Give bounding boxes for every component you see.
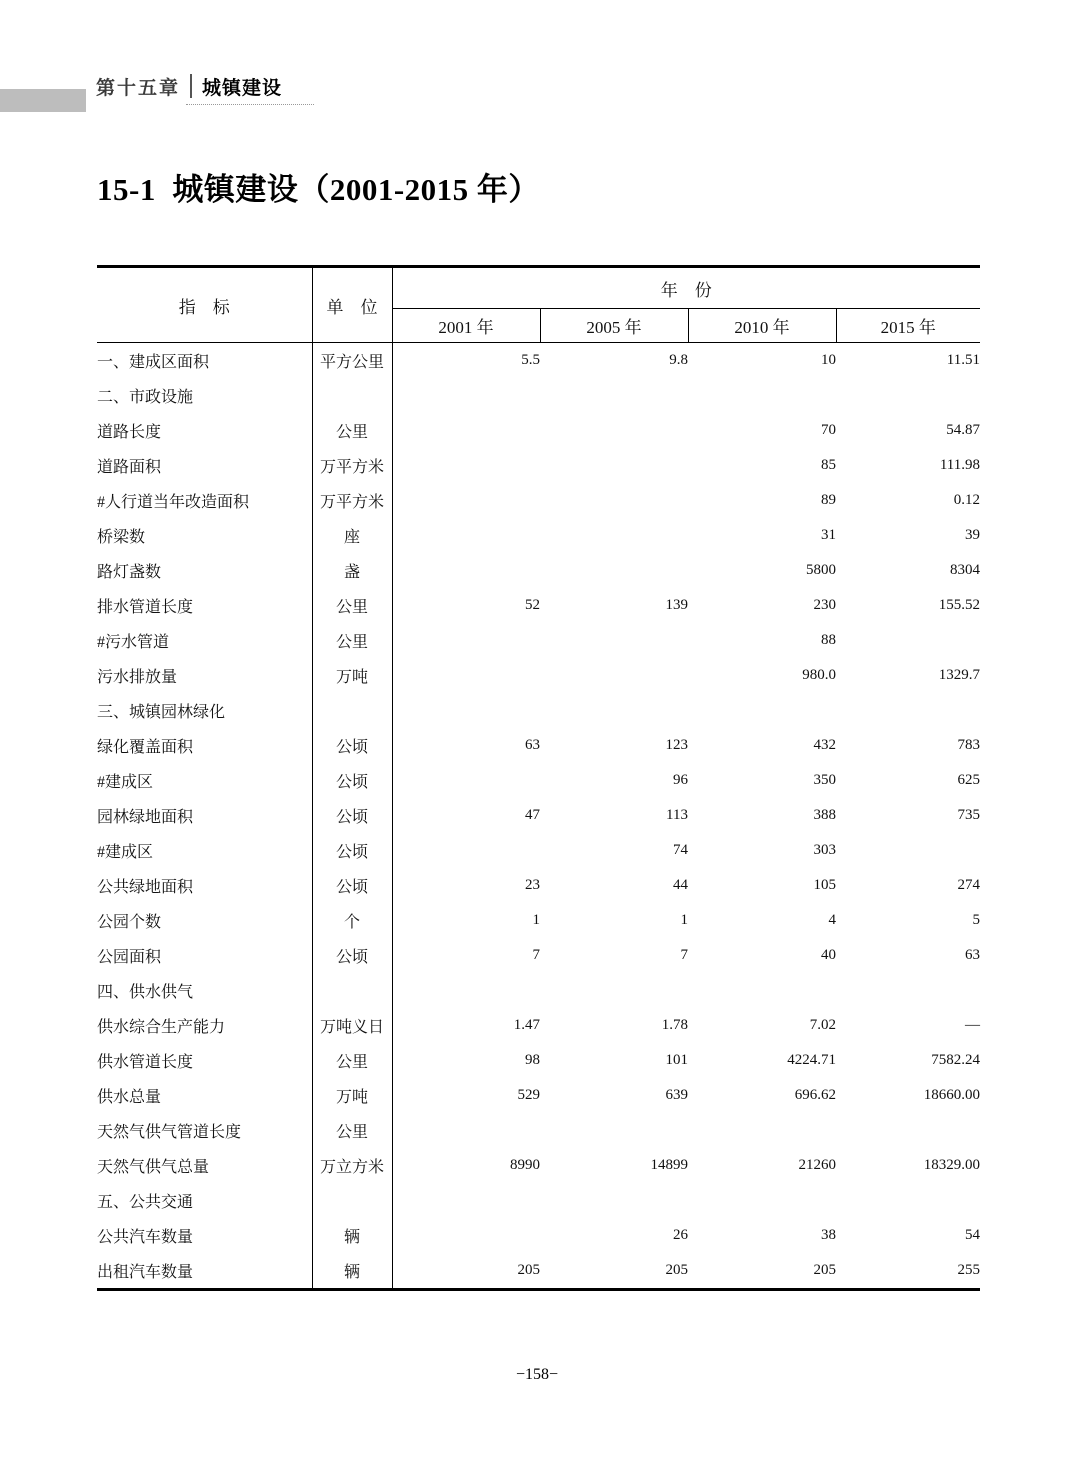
indicator-cell: #建成区 (97, 763, 312, 798)
table-row (97, 1218, 980, 1253)
value-cell: 31 (821, 527, 836, 543)
value-cell: 88 (821, 632, 836, 648)
unit-cell: 公顷 (312, 938, 392, 973)
unit-cell: 辆 (312, 1218, 392, 1253)
header-year-2015: 2015 年 (836, 309, 980, 343)
value-cell: 1.47 (513, 1017, 540, 1033)
value-cell: 625 (957, 772, 980, 788)
table-row (97, 343, 980, 379)
value-cell (836, 623, 980, 658)
value-cell: 63 (525, 737, 540, 753)
value-cell (392, 448, 540, 483)
indicator-cell: 公园面积 (97, 938, 312, 973)
table-row (97, 1113, 980, 1148)
table-row (97, 413, 980, 448)
value-cell: 139 (665, 597, 688, 613)
indicator-cell: 公共汽车数量 (97, 1218, 312, 1253)
value-cell: 350 (813, 772, 836, 788)
value-cell (540, 518, 688, 553)
indicator-cell: 天然气供气管道长度 (97, 1113, 312, 1148)
value-cell: — (965, 1017, 980, 1033)
indicator-cell: 排水管道长度 (97, 588, 312, 623)
value-cell (836, 378, 980, 413)
chapter-title: 城镇建设 (202, 77, 283, 99)
table-row (97, 483, 980, 518)
value-cell (392, 378, 540, 413)
value-cell: 96 (673, 772, 688, 788)
indicator-cell: 道路长度 (97, 413, 312, 448)
header-year-group: 年 份 (392, 267, 980, 309)
unit-cell: 公顷 (312, 868, 392, 903)
table-row (97, 1008, 980, 1043)
value-cell: 44 (673, 877, 688, 893)
unit-cell: 公里 (312, 588, 392, 623)
indicator-cell: 绿化覆盖面积 (97, 728, 312, 763)
value-cell (392, 1218, 540, 1253)
value-cell: 5 (972, 912, 980, 928)
value-cell: 5800 (806, 562, 836, 578)
value-cell: 98 (525, 1052, 540, 1068)
indicator-cell: 园林绿地面积 (97, 798, 312, 833)
table-row (97, 693, 980, 728)
unit-cell (312, 1183, 392, 1218)
header-year-2005: 2005 年 (540, 309, 688, 343)
indicator-cell: 供水总量 (97, 1078, 312, 1113)
header-year-2010: 2010 年 (688, 309, 836, 343)
value-cell: 8304 (950, 562, 980, 578)
value-cell: 113 (666, 807, 688, 823)
margin-gray-bar (0, 89, 86, 112)
unit-cell: 公里 (312, 623, 392, 658)
value-cell: 255 (957, 1262, 980, 1278)
table-row (97, 448, 980, 483)
value-cell: 105 (813, 877, 836, 893)
value-cell: 4224.71 (787, 1052, 836, 1068)
unit-cell: 万吨义日 (312, 1008, 392, 1043)
value-cell: 1.78 (661, 1017, 688, 1033)
value-cell: 7 (532, 947, 540, 963)
header-unit: 单 位 (312, 267, 392, 343)
value-cell: 101 (665, 1052, 688, 1068)
unit-cell: 公顷 (312, 728, 392, 763)
header-year-2001: 2001 年 (392, 309, 540, 343)
unit-cell: 万吨 (312, 658, 392, 693)
value-cell: 1 (532, 912, 540, 928)
value-cell (540, 378, 688, 413)
value-cell (540, 693, 688, 728)
chapter-number-badge: 第十五章 (96, 77, 181, 99)
header-indicator: 指 标 (97, 267, 312, 343)
value-cell: 11.51 (946, 352, 980, 368)
value-cell (540, 483, 688, 518)
table-row (97, 378, 980, 413)
table-row (97, 763, 980, 798)
value-cell (392, 658, 540, 693)
value-cell (392, 693, 540, 728)
table-row (97, 728, 980, 763)
value-cell (392, 1183, 540, 1218)
value-cell: 54 (965, 1227, 980, 1243)
value-cell (688, 1183, 836, 1218)
value-cell (392, 623, 540, 658)
value-cell: 85 (821, 457, 836, 473)
value-cell (836, 1113, 980, 1148)
value-cell (540, 413, 688, 448)
unit-cell: 平方公里 (312, 343, 392, 379)
table-row (97, 623, 980, 658)
value-cell: 47 (525, 807, 540, 823)
value-cell: 205 (813, 1262, 836, 1278)
table-row (97, 833, 980, 868)
table-title: 15-1 城镇建设（2001-2015 年） (97, 172, 540, 207)
table-row (97, 1043, 980, 1078)
value-cell (540, 1113, 688, 1148)
value-cell (688, 378, 836, 413)
indicator-cell: 三、城镇园林绿化 (97, 693, 312, 728)
table-row (97, 1183, 980, 1218)
unit-cell: 公里 (312, 1113, 392, 1148)
value-cell: 639 (665, 1087, 688, 1103)
value-cell: 432 (813, 737, 836, 753)
value-cell: 1 (680, 912, 688, 928)
value-cell: 4 (828, 912, 836, 928)
value-cell: 52 (525, 597, 540, 613)
value-cell: 23 (525, 877, 540, 893)
unit-cell: 万平方米 (312, 448, 392, 483)
value-cell: 303 (813, 842, 836, 858)
table-row (97, 938, 980, 973)
table-row (97, 798, 980, 833)
value-cell: 123 (665, 737, 688, 753)
header-row-1 (97, 267, 980, 309)
table-row (97, 1078, 980, 1113)
unit-cell: 辆 (312, 1253, 392, 1290)
value-cell (688, 693, 836, 728)
table-row (97, 588, 980, 623)
table-row (97, 903, 980, 938)
value-cell (540, 1183, 688, 1218)
table-row (97, 973, 980, 1008)
unit-cell (312, 973, 392, 1008)
indicator-cell: 出租汽车数量 (97, 1253, 312, 1290)
value-cell (392, 413, 540, 448)
unit-cell: 公顷 (312, 798, 392, 833)
value-cell (392, 1113, 540, 1148)
value-cell: 9.8 (669, 352, 688, 368)
value-cell: 696.62 (794, 1087, 836, 1103)
value-cell (540, 623, 688, 658)
value-cell: 63 (965, 947, 980, 963)
value-cell (540, 553, 688, 588)
value-cell: 74 (673, 842, 688, 858)
value-cell: 10 (821, 352, 836, 368)
table-header (97, 267, 980, 343)
unit-cell (312, 378, 392, 413)
value-cell: 783 (957, 737, 980, 753)
value-cell: 7582.24 (931, 1052, 980, 1068)
value-cell: 70 (821, 422, 836, 438)
page-number: −158− (515, 1366, 559, 1383)
value-cell: 5.5 (521, 352, 540, 368)
indicator-cell: 一、建成区面积 (97, 343, 312, 379)
value-cell: 155.52 (938, 597, 980, 613)
value-cell: 388 (813, 807, 836, 823)
value-cell: 21260 (798, 1157, 836, 1173)
value-cell (836, 833, 980, 868)
table-row (97, 658, 980, 693)
indicator-cell: 公园个数 (97, 903, 312, 938)
unit-cell: 座 (312, 518, 392, 553)
indicator-cell: #污水管道 (97, 623, 312, 658)
value-cell: 26 (673, 1227, 688, 1243)
value-cell (392, 973, 540, 1008)
unit-cell: 万立方米 (312, 1148, 392, 1183)
value-cell: 7 (680, 947, 688, 963)
statistics-table (97, 265, 980, 1291)
table-row (97, 553, 980, 588)
value-cell (688, 1113, 836, 1148)
unit-cell: 万吨 (312, 1078, 392, 1113)
table-row (97, 1148, 980, 1183)
table-row (97, 1253, 980, 1290)
value-cell: 40 (821, 947, 836, 963)
value-cell: 205 (665, 1262, 688, 1278)
header-dotted-rule (186, 104, 314, 105)
indicator-cell: 路灯盏数 (97, 553, 312, 588)
indicator-cell: 供水综合生产能力 (97, 1008, 312, 1043)
value-cell (392, 483, 540, 518)
value-cell: 54.87 (946, 422, 980, 438)
unit-cell: 盏 (312, 553, 392, 588)
value-cell (540, 448, 688, 483)
value-cell: 735 (957, 807, 980, 823)
value-cell (540, 973, 688, 1008)
value-cell (392, 518, 540, 553)
value-cell: 38 (821, 1227, 836, 1243)
value-cell (392, 553, 540, 588)
value-cell: 1329.7 (938, 667, 980, 683)
value-cell (392, 833, 540, 868)
indicator-cell: #建成区 (97, 833, 312, 868)
indicator-cell: 天然气供气总量 (97, 1148, 312, 1183)
indicator-cell: 供水管道长度 (97, 1043, 312, 1078)
unit-cell: 个 (312, 903, 392, 938)
running-header (96, 70, 282, 102)
header-divider (190, 74, 192, 98)
indicator-cell: #人行道当年改造面积 (97, 483, 312, 518)
indicator-cell: 二、市政设施 (97, 378, 312, 413)
value-cell (836, 693, 980, 728)
unit-cell: 万平方米 (312, 483, 392, 518)
value-cell (392, 763, 540, 798)
value-cell (836, 1183, 980, 1218)
value-cell: 230 (813, 597, 836, 613)
table-row (97, 868, 980, 903)
value-cell: 7.02 (809, 1017, 836, 1033)
indicator-cell: 五、公共交通 (97, 1183, 312, 1218)
value-cell: 89 (821, 492, 836, 508)
value-cell: 0.12 (953, 492, 980, 508)
value-cell: 529 (517, 1087, 540, 1103)
value-cell: 14899 (650, 1157, 688, 1173)
indicator-cell: 四、供水供气 (97, 973, 312, 1008)
value-cell: 111.98 (939, 457, 980, 473)
table-row (97, 518, 980, 553)
value-cell: 274 (957, 877, 980, 893)
unit-cell (312, 693, 392, 728)
table-body (97, 343, 980, 1290)
value-cell (540, 658, 688, 693)
unit-cell: 公里 (312, 413, 392, 448)
value-cell: 39 (965, 527, 980, 543)
unit-cell: 公顷 (312, 833, 392, 868)
indicator-cell: 桥梁数 (97, 518, 312, 553)
value-cell (688, 973, 836, 1008)
value-cell: 205 (517, 1262, 540, 1278)
value-cell (836, 973, 980, 1008)
value-cell: 8990 (510, 1157, 540, 1173)
value-cell: 980.0 (802, 667, 836, 683)
indicator-cell: 道路面积 (97, 448, 312, 483)
value-cell: 18660.00 (923, 1087, 980, 1103)
unit-cell: 公里 (312, 1043, 392, 1078)
indicator-cell: 污水排放量 (97, 658, 312, 693)
indicator-cell: 公共绿地面积 (97, 868, 312, 903)
unit-cell: 公顷 (312, 763, 392, 798)
value-cell: 18329.00 (923, 1157, 980, 1173)
